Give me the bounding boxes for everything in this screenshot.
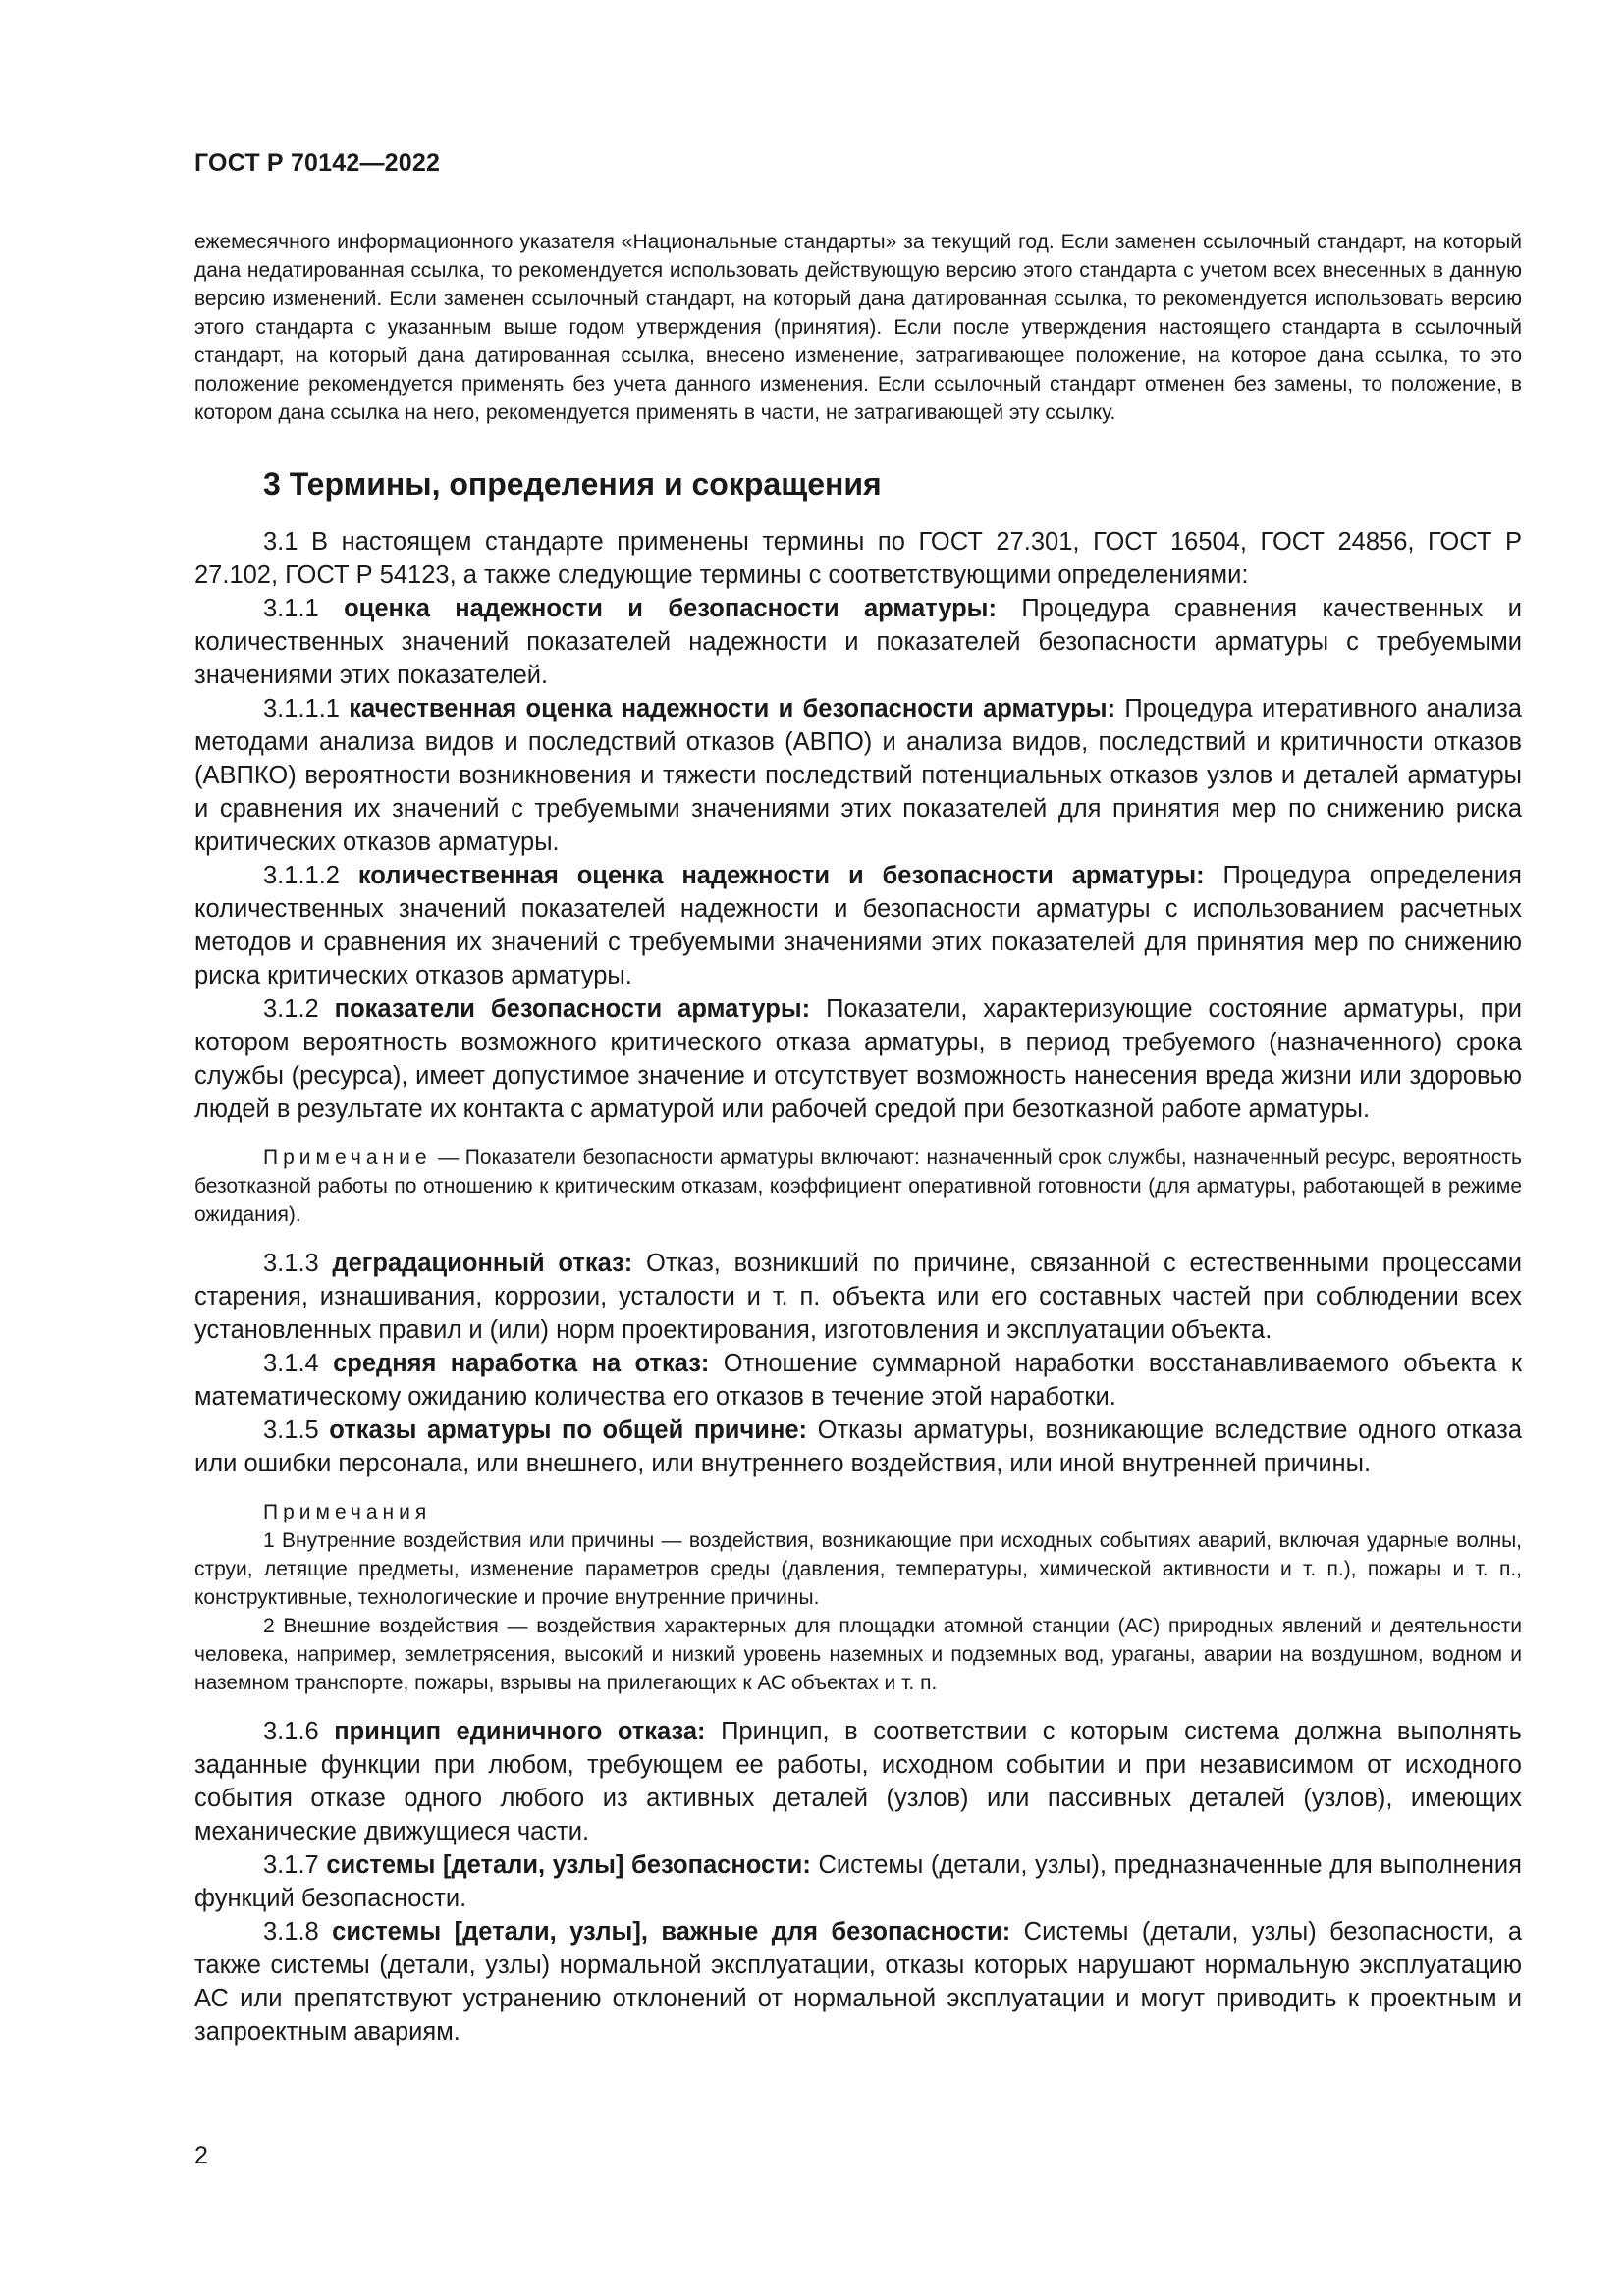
clause-term: оценка надежности и безопасности арматуры: [344, 595, 997, 622]
note-text: — Показатели безопасности арматуры включают: назначенный срок службы, назначенный ресурс, вероятность безотказной работы по отношению к критическим отказам, коэффициент оперативной готовности (для арматуры, работающей в режиме ожидания). [194, 1147, 1522, 1226]
clause-text: Отказы арматуры, возникающие вследствие одного отказа или ошибки персонала, или внешнего, или внутреннего воздействия, или иной внутренней причины. [194, 1416, 1523, 1477]
clause-3-1-3 [194, 1247, 1522, 1347]
clause-3-1-1-2 [194, 859, 1522, 992]
clause-3-1-7 [194, 1848, 1522, 1915]
clause-3-1-2 [194, 992, 1522, 1126]
clause-3-1-1-1 [194, 692, 1522, 859]
note-item: 2 Внешние воздействия — воздействия характерных для площадки атомной станции (АС) природных явлений и деятельности человека, например, землетрясения, высокий и низкий уровень наземных и подземных вод, ураганы, аварии на воздушном, водном и наземном транспорте, пожары, взрывы на прилегающих к АС объектах и т. п. [194, 1615, 1522, 1694]
section-title: 3 Термины, определения и сокращения [263, 466, 882, 502]
clause-number: 3.1.8 [263, 1918, 319, 1946]
clause-text: Процедура итеративного анализа методами анализа видов и последствий отказов (АВПО) и анализа видов, последствий и критичности отказов (АВПКО) вероятности возникновения и тяжести последствий потенциальных отказов узлов и деталей арматуры и сравнения их значений с требуемыми значениями этих показателей для принятия мер по снижению риска критических отказов арматуры. [194, 695, 1522, 856]
clause-term: принцип единичного отказа: [334, 1718, 706, 1745]
clause-term: качественная оценка надежности и безопасности арматуры: [349, 695, 1116, 722]
clause-text: Показатели, характеризующие состояние арматуры, при котором вероятность возможного критического отказа арматуры, в период требуемого (назначенного) срока службы (ресурса), имеет допустимое значение и отсутствует возможность нанесения вреда жизни или здоровью людей в результате их контакта с арматурой или рабочей средой при безотказной работе арматуры. [194, 995, 1522, 1123]
clause-number: 3.1.4 [263, 1350, 319, 1377]
clause-text: Отказ, возникший по причине, связанной с естественными процессами старения, изнашивания, коррозии, усталости и т. п. объекта или его составных частей при соблюдении всех установленных правил и (или) норм проектирования, изготовления и эксплуатации объекта. [194, 1250, 1522, 1344]
clause-3-1-4 [194, 1347, 1522, 1414]
clause-term: отказы арматуры по общей причине: [329, 1416, 808, 1444]
clause-3-1-6 [194, 1715, 1522, 1848]
clause-3-1 [194, 525, 1522, 592]
clause-text: Системы (детали, узлы) безопасности, а также системы (детали, узлы) нормальной эксплуатации, отказы которых нарушают нормальную эксплуатацию АС или препятствуют устранению отклонений от нормальной эксплуатации и могут приводить к проектным и запроектным авариям. [194, 1918, 1523, 2046]
clause-text: Системы (детали, узлы), предназначенные для выполнения функций безопасности. [194, 1851, 1522, 1912]
clause-number: 3.1.1.1 [263, 695, 340, 722]
note-label: Примечание [263, 1147, 432, 1169]
document-header: ГОСТ Р 70142—2022 [194, 149, 441, 177]
clause-term: показатели безопасности арматуры: [334, 995, 811, 1023]
clause-text: Процедура сравнения качественных и количественных значений показателей надежности и показателей безопасности арматуры с требуемыми значениями этих показателей. [194, 595, 1522, 689]
note-3-1-2 [194, 1144, 1522, 1229]
clause-term: деградационный отказ: [332, 1250, 633, 1277]
clause-text: Процедура определения количественных значений показателей надежности и безопасности арматуры с использованием расчетных методов и сравнения их значений с требуемыми значениями этих показателей для принятия мер по снижению риска критических отказов арматуры. [194, 862, 1522, 989]
clause-number: 3.1 [263, 528, 298, 556]
page-content [194, 228, 1522, 2049]
clause-number: 3.1.2 [263, 995, 319, 1023]
clause-term: количественная оценка надежности и безопасности арматуры: [357, 862, 1205, 889]
page-number: 2 [194, 2142, 208, 2169]
notes-title: Примечания [263, 1501, 432, 1523]
notes-3-1-5 [194, 1498, 1522, 1697]
clause-text: Отношение суммарной наработки восстанавливаемого объекта к математическому ожиданию количества его отказов в течение этой наработки. [194, 1350, 1522, 1411]
clause-text: Принцип, в соответствии с которым система должна выполнять заданные функции при любом, требующем ее работы, исходном событии и при независимом от исходного события отказе одного любого из активных деталей (узлов) или пассивных деталей (узлов), имеющих механические движущиеся части. [194, 1718, 1522, 1845]
clause-term: средняя наработка на отказ: [333, 1350, 710, 1377]
clause-term: системы [детали, узлы] безопасности: [326, 1851, 811, 1879]
clause-3-1-1 [194, 592, 1522, 692]
clause-3-1-8 [194, 1915, 1522, 2049]
clause-number: 3.1.3 [263, 1250, 319, 1277]
clause-number: 3.1.7 [263, 1851, 319, 1879]
clause-number: 3.1.6 [263, 1718, 319, 1745]
clause-3-1-5 [194, 1414, 1522, 1480]
clause-number: 3.1.5 [263, 1416, 319, 1444]
clause-term: системы [детали, узлы], важные для безопасности: [332, 1918, 1011, 1946]
clause-text: В настоящем стандарте применены термины по ГОСТ 27.301, ГОСТ 16504, ГОСТ 24856, ГОСТ Р 27.102, ГОСТ Р 54123, а также следующие термины с соответствующими определениями: [194, 528, 1522, 589]
intro-paragraph: ежемесячного информационного указателя «Национальные стандарты» за текущий год. Если заменен ссылочный стандарт, на который дана недатированная ссылка, то рекомендуется использовать действующую версию этого стандарта с учетом всех внесенных в данную версию изменений. Если заменен ссылочный стандарт, на который дана датированная ссылка, то рекомендуется использовать версию этого стандарта с указанным выше годом утверждения (принятия). Если после утверждения настоящего стандарта в ссылочный стандарт, на который дана датированная ссылка, внесено изменение, затрагивающее положение, на которое дана ссылка, то это положение рекомендуется применять без учета данного изменения. Если ссылочный стандарт отменен без замены, то положение, в котором дана ссылка на него, рекомендуется применять в части, не затрагивающей эту ссылку. [194, 231, 1522, 424]
note-item: 1 Внутренние воздействия или причины — воздействия, возникающие при исходных событиях аварий, включая ударные волны, струи, летящие предметы, изменение параметров среды (давления, температуры, химической активности и т. п.), пожары и т. п., конструктивные, технологические и прочие внутренние причины. [194, 1529, 1522, 1609]
clause-number: 3.1.1.2 [263, 862, 340, 889]
clause-number: 3.1.1 [263, 595, 319, 622]
